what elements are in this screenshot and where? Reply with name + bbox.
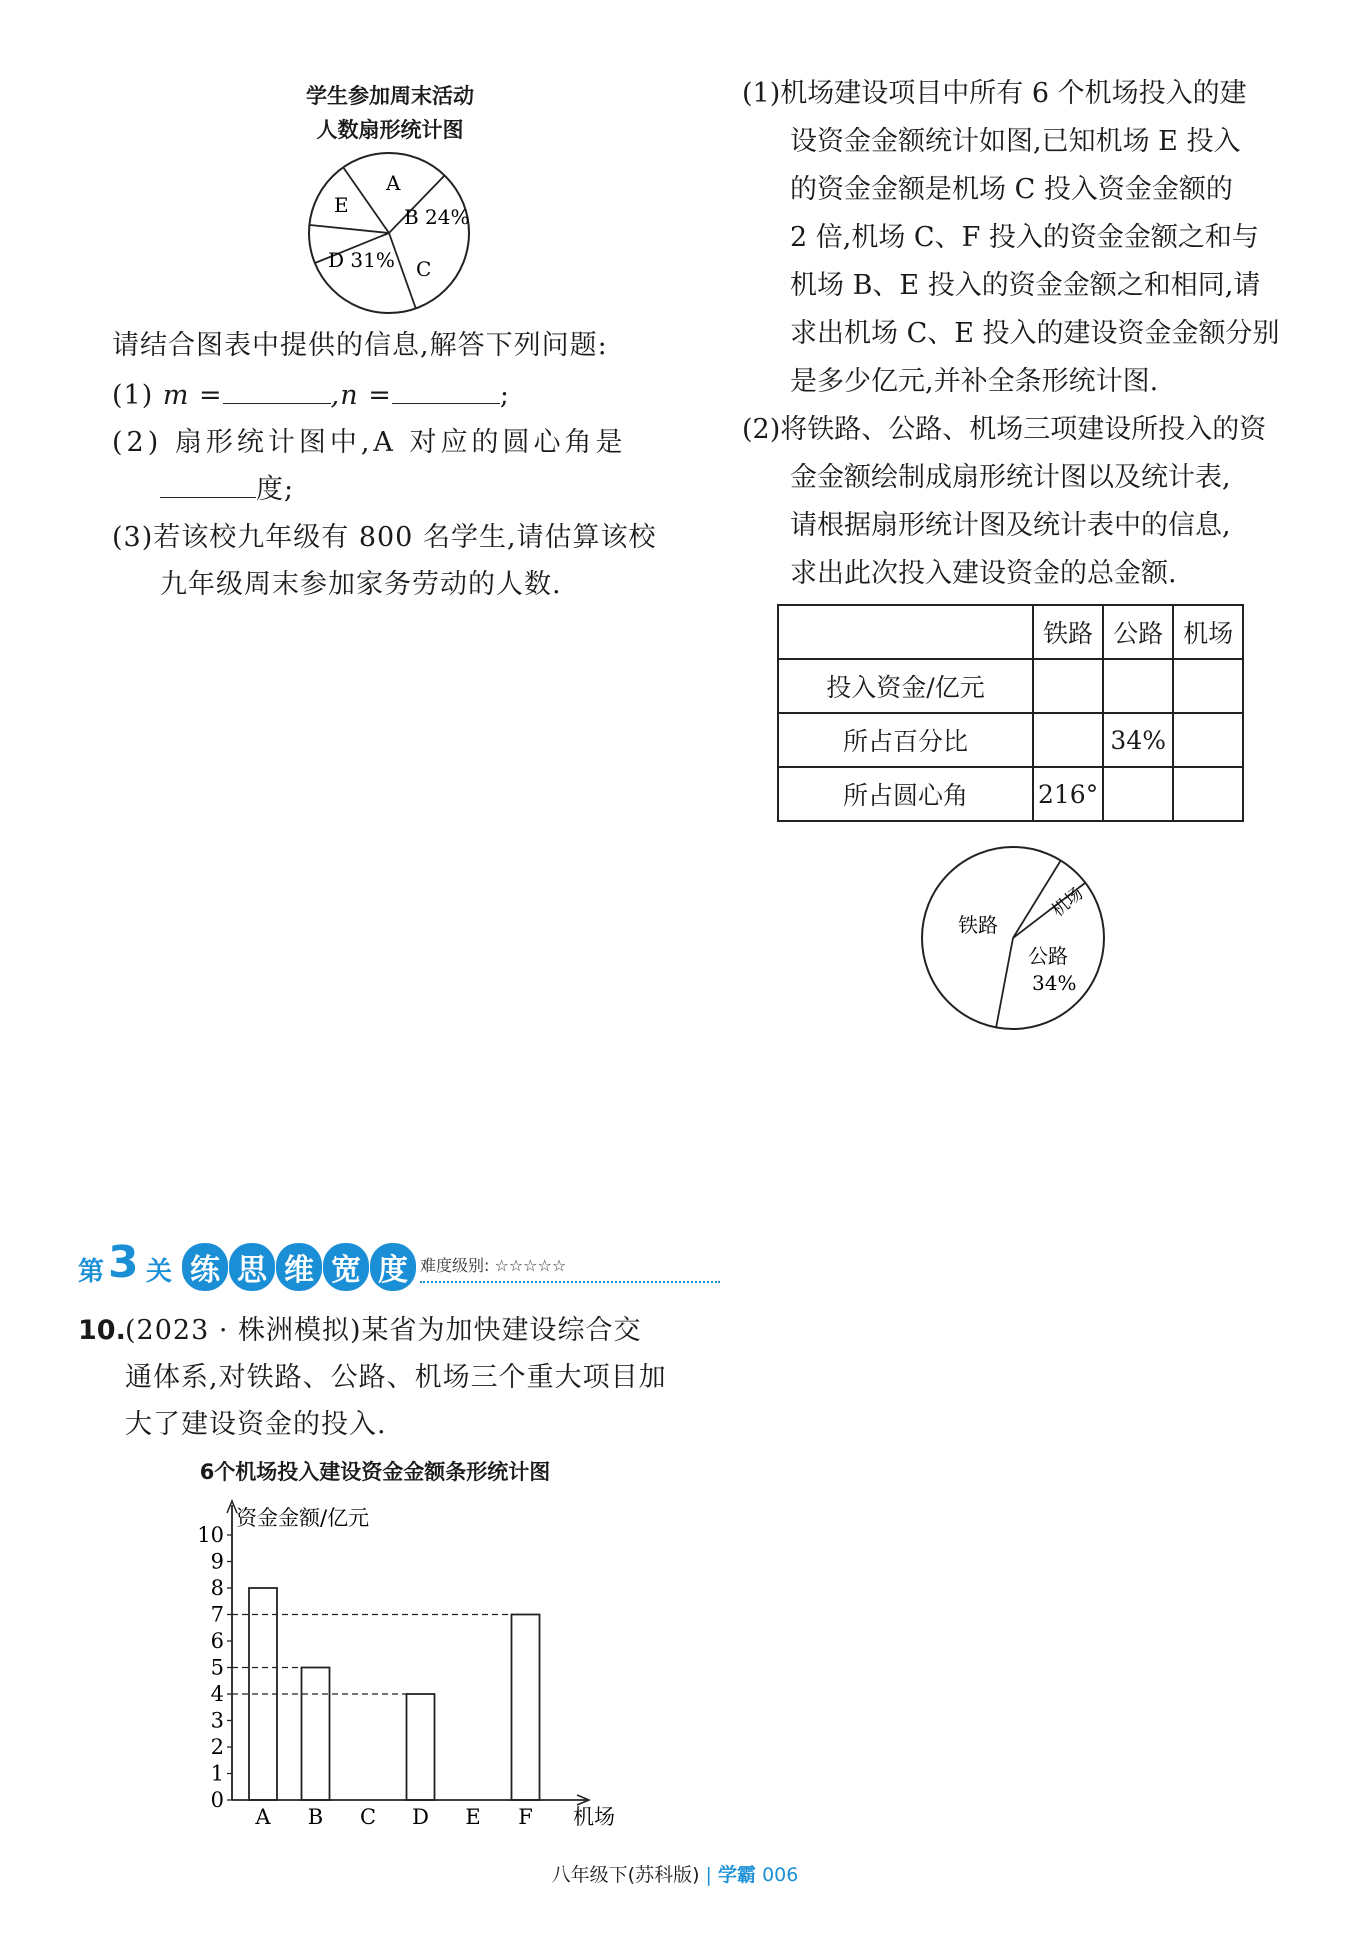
pie2-label-rail: 铁路	[958, 913, 998, 937]
p1-line-4: 机场 B、E 投入的资金金额之和相同,请	[790, 270, 1261, 301]
pie-title-line2: 人数扇形统计图	[316, 118, 464, 142]
x-tick-label: C	[359, 1805, 377, 1829]
pie-divider-a-e	[343, 167, 389, 233]
bar	[512, 1615, 540, 1801]
problem-number: 10.	[78, 1315, 126, 1346]
p2-line-0: (2)将铁路、公路、机场三项建设所投入的资	[742, 414, 1267, 445]
q1-end: ;	[499, 380, 510, 411]
table-cell[interactable]	[1173, 713, 1243, 767]
p2-line-3: 求出此次投入建设资金的总金额.	[790, 558, 1177, 589]
p1-line-6: 是多少亿元,并补全条形统计图.	[790, 366, 1159, 397]
question-3-line1: (3)若该校九年级有 800 名学生,请估算该校	[112, 522, 657, 553]
table-header-cell: 公路	[1103, 605, 1173, 659]
q1-m-label: m =	[162, 380, 223, 411]
level-header	[78, 1237, 648, 1293]
instruction-text: 请结合图表中提供的信息,解答下列问题:	[112, 330, 608, 361]
y-tick-label: 3	[210, 1708, 224, 1733]
x-tick-label: A	[255, 1805, 271, 1829]
x-tick-label: B	[307, 1805, 324, 1829]
y-axis-label: 资金金额/亿元	[236, 1506, 370, 1530]
table-row	[778, 767, 1243, 821]
y-tick-label: 2	[210, 1735, 224, 1759]
x-tick-label: F	[518, 1805, 533, 1829]
problem-line-0: (2023 · 株洲模拟)某省为加快建设综合交	[125, 1315, 642, 1346]
pie2-divider-road-rail	[996, 938, 1013, 1028]
level-prefix: 第	[78, 1257, 105, 1287]
x-tick-label: E	[465, 1805, 481, 1829]
bar	[407, 1694, 435, 1800]
table-row-label: 所占百分比	[778, 713, 1033, 767]
table-row	[778, 713, 1243, 767]
table-cell[interactable]	[1173, 767, 1243, 821]
y-tick-label: 7	[210, 1602, 224, 1627]
table-cell: 216°	[1033, 767, 1103, 821]
y-tick-label: 1	[210, 1761, 224, 1786]
footer-separator: |	[705, 1864, 712, 1886]
y-tick-label: 8	[210, 1576, 224, 1600]
table-header-row	[778, 605, 1243, 659]
p2-line-1: 金金额绘制成扇形统计图以及统计表,	[790, 462, 1231, 493]
table-row-label: 投入资金/亿元	[778, 659, 1033, 713]
p1-line-2: 的资金金额是机场 C 投入资金金额的	[790, 174, 1233, 205]
footer-page-number: 006	[762, 1864, 799, 1886]
y-tick-label: 6	[210, 1629, 224, 1653]
pie2-label-road: 公路	[1028, 944, 1068, 968]
pie-label-d: D 31%	[328, 248, 395, 272]
q2-degree-text: 度;	[256, 474, 295, 505]
level-dotted-rule	[420, 1281, 720, 1283]
airport-bar-chart	[180, 1490, 620, 1840]
pie-label-a: A	[386, 171, 401, 195]
pie2-divider-rail-airport	[1013, 860, 1061, 938]
badge-char: 宽	[323, 1243, 369, 1291]
y-tick-label: 5	[210, 1655, 224, 1680]
page-footer	[0, 1860, 1350, 1887]
table-header-cell	[778, 605, 1033, 659]
footer-brand: 学霸	[718, 1864, 757, 1886]
pie2-label-road-pct: 34%	[1032, 971, 1077, 995]
q2-angle-blank[interactable]	[160, 473, 256, 498]
q1-m-blank[interactable]	[223, 379, 331, 404]
bar	[302, 1668, 330, 1801]
p1-line-0: (1)机场建设项目中所有 6 个机场投入的建	[742, 78, 1247, 109]
pie2-label-airport: 机场	[1048, 883, 1088, 922]
table-cell[interactable]	[1173, 659, 1243, 713]
table-cell[interactable]	[1103, 659, 1173, 713]
table-row-label: 所占圆心角	[778, 767, 1033, 821]
pie-label-c: C	[416, 257, 432, 281]
pie-title-line1: 学生参加周末活动	[306, 84, 474, 108]
level-suffix: 关	[146, 1257, 173, 1287]
badge-char: 维	[276, 1243, 322, 1291]
bar-chart-title: 6个机场投入建设资金金额条形统计图	[199, 1460, 551, 1484]
q1-n-blank[interactable]	[392, 379, 500, 404]
y-tick-label: 4	[210, 1682, 224, 1706]
problem-line-2: 大了建设资金的投入.	[125, 1409, 387, 1440]
p1-line-5: 求出机场 C、E 投入的建设资金金额分别	[790, 318, 1280, 349]
level-badge	[182, 1243, 417, 1291]
p1-line-3: 2 倍,机场 C、F 投入的资金金额之和与	[790, 222, 1259, 253]
table-header-cell: 铁路	[1033, 605, 1103, 659]
table-header-cell: 机场	[1173, 605, 1243, 659]
table-cell[interactable]	[1103, 767, 1173, 821]
table-cell[interactable]	[1033, 659, 1103, 713]
y-tick-label: 0	[210, 1788, 224, 1812]
badge-char: 练	[182, 1243, 228, 1291]
investment-pie-chart	[918, 843, 1108, 1033]
investment-table	[777, 604, 1244, 822]
y-tick-label: 10	[197, 1523, 224, 1547]
problem-line-1: 通体系,对铁路、公路、机场三个重大项目加	[125, 1362, 667, 1393]
q1-number: (1)	[112, 380, 154, 411]
table-cell[interactable]	[1033, 713, 1103, 767]
pie-label-e: E	[334, 193, 349, 217]
badge-char: 思	[229, 1243, 275, 1291]
question-2-line1-text: (2) 扇形统计图中,A 对应的圆心角是	[112, 425, 627, 461]
pie-divider-d-e	[310, 225, 389, 233]
y-tick-label: 9	[210, 1549, 224, 1574]
table-cell: 34%	[1103, 713, 1173, 767]
p2-line-2: 请根据扇形统计图及统计表中的信息,	[790, 510, 1231, 541]
table-row	[778, 659, 1243, 713]
activity-pie-chart	[300, 150, 480, 320]
q1-n-label: ,n =	[330, 380, 392, 411]
difficulty-text: 难度级别: ☆☆☆☆☆	[420, 1256, 567, 1275]
pie-label-b: B 24%	[404, 205, 470, 229]
footer-grade: 八年级下(苏科版)	[551, 1864, 700, 1886]
question-3-line2: 九年级周末参加家务劳动的人数.	[160, 569, 562, 600]
x-tick-label: D	[412, 1805, 429, 1829]
x-axis-label: 机场	[573, 1805, 615, 1829]
p1-line-1: 设资金金额统计如图,已知机场 E 投入	[790, 126, 1241, 157]
question-1	[112, 378, 510, 414]
question-2-line2	[160, 472, 294, 508]
badge-char: 度	[370, 1243, 416, 1291]
level-number: 3	[108, 1237, 139, 1288]
